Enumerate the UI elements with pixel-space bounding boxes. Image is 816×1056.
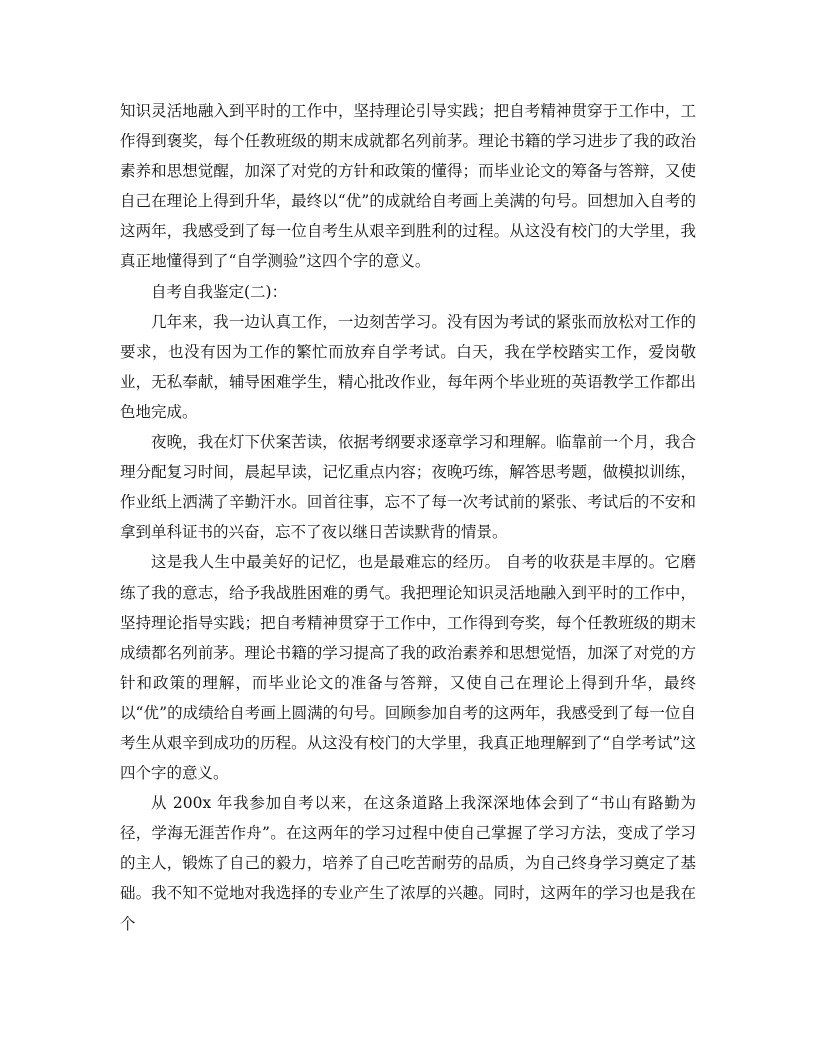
section-heading: 自考自我鉴定(二)： — [151, 282, 288, 301]
document-page — [120, 96, 696, 939]
paragraph-since-200x: 从 200x 年我参加自考以来，在这条道路上我深深地体会到了“书山有路勤为径，学海无涯苦作舟”。在这两年的学习过程中使自己掌握了学习方法，变成了学习的主人，锻炼了自己的毅力，培养了自己吃苦耐劳的品质，为自己终身学习奠定了基础。我不知不觉地对我选择的专业产生了浓厚的兴趣。同时，这两年的学习也是我在个 — [120, 794, 696, 933]
paragraph-work-and-study: 几年来，我一边认真工作，一边刻苦学习。没有因为考试的紧张而放松对工作的要求，也没有因为工作的繁忙而放弃自学考试。白天，我在学校踏实工作，爱岗敬业，无私奉献，辅导困难学生，精心批改作业，每年两个毕业班的英语教学工作都出色地完成。 — [120, 312, 696, 421]
paragraph-continuation: 知识灵活地融入到平时的工作中，坚持理论引导实践；把自考精神贯穿于工作中，工作得到褒奖，每个任教班级的期末成就都名列前茅。理论书籍的学习进步了我的政治素养和思想觉醒，加深了对党的方针和政策的懂得；而毕业论文的筹备与答辩，又使自己在理论上得到升华，最终以“优”的成就给自考画上美满的句号。回想加入自考的这两年，我感受到了每一位自考生从艰辛到胜利的过程。从这没有校门的大学里，我真正地懂得到了“自学测验”这四个字的意义。 — [120, 102, 696, 271]
paragraph-night-study: 夜晚，我在灯下伏案苦读，依据考纲要求逐章学习和理解。临靠前一个月，我合理分配复习时间，晨起早读，记忆重点内容；夜晚巧练，解答思考题，做模拟训练，作业纸上洒满了辛勤汗水。回首往事，忘不了每一次考试前的紧张、考试后的不安和拿到单科证书的兴奋，忘不了夜以继日苦读默背的情景。 — [120, 433, 696, 542]
paragraph-memories: 这是我人生中最美好的记忆，也是最难忘的经历。 自考的收获是丰厚的。它磨练了我的意志，给予我战胜困难的勇气。我把理论知识灵活地融入到平时的工作中，坚持理论指导实践；把自考精神贯穿于工作中，工作得到夸奖，每个任教班级的期末成绩都名列前茅。理论书籍的学习提高了我的政治素养和思想觉悟，加深了对党的方针和政策的理解，而毕业论文的准备与答辩，又使自己在理论上得到升华，最终以“优”的成绩给自考画上圆满的句号。回顾参加自考的这两年，我感受到了每一位自考生从艰辛到成功的历程。从这没有校门的大学里，我真正地理解到了“自学考试”这四个字的意义。 — [120, 553, 696, 783]
